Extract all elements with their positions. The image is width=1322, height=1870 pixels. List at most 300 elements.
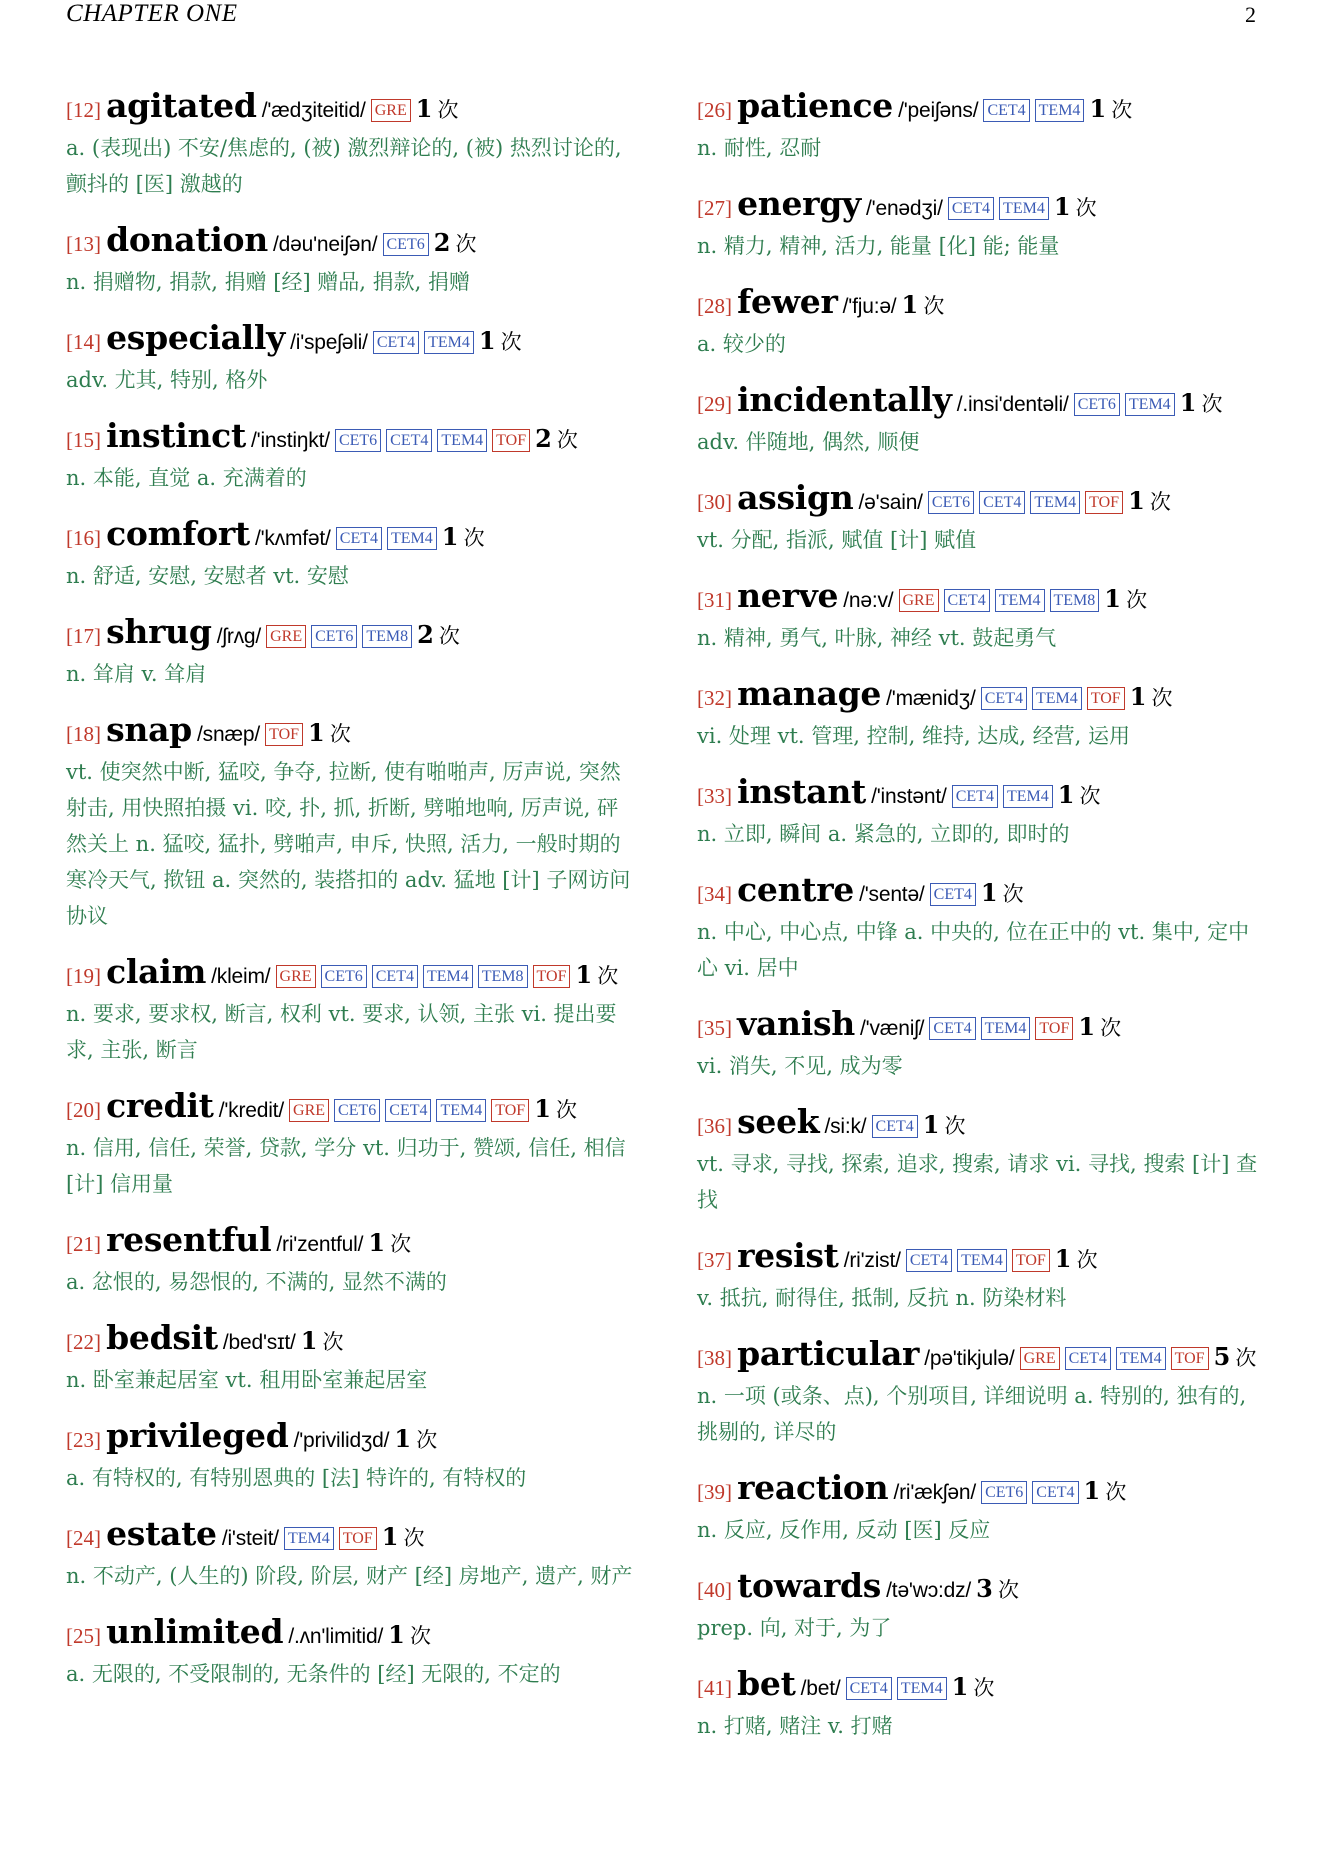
headword-line [66,610,636,660]
headword: energy [737,184,861,223]
exam-tag: CET4 [872,1115,918,1138]
occurrence-count: 2 [417,620,434,649]
exam-tag: TEM4 [1030,491,1080,514]
occurrence-unit: 次 [322,1330,344,1354]
entry-index: [24] [66,1526,101,1550]
definition: n. 打赌, 赌注 v. 打赌 [697,1714,893,1738]
occurrence-count: 5 [1213,1342,1231,1371]
dictionary-entry [66,1610,636,1692]
entry-index: [39] [697,1480,732,1504]
definition: a. (表现出) 不安/焦虑的, (被) 激烈辩论的, (被) 热烈讨论的, 颤抖的 [医] 激越的 [66,136,622,196]
exam-tag: TEM4 [1116,1347,1166,1370]
definition: adv. 尤其, 特别, 格外 [66,368,268,392]
definition: v. 抵抗, 耐得住, 抵制, 反抗 n. 防染材料 [697,1286,1067,1310]
definition: a. 无限的, 不受限制的, 无条件的 [经] 无限的, 不定的 [66,1662,561,1686]
pronunciation: /'instiŋkt/ [251,429,330,452]
occurrence-count: 1 [388,1620,405,1649]
headword-line [66,1512,636,1562]
exam-tag: GRE [371,99,411,122]
headword: claim [106,952,207,991]
definition: n. 耸肩 v. 耸肩 [66,662,207,686]
headword-line [697,770,1269,820]
entry-index: [38] [697,1346,732,1370]
dictionary-entry [66,708,636,934]
definition: vt. 寻求, 寻找, 探索, 追求, 搜索, 请求 vi. 寻找, 搜索 [计] 查找 [697,1152,1258,1212]
pronunciation: /.insi'dentəli/ [956,393,1069,416]
headword-line [66,950,636,1000]
headword: seek [737,1102,820,1141]
headword: bedsit [106,1318,218,1357]
headword-line [697,672,1269,722]
exam-tag: CET6 [383,233,429,256]
headword-line [697,868,1269,918]
occurrence-count: 1 [1057,780,1075,809]
exam-tag: TEM8 [478,965,528,988]
occurrence-count: 1 [1083,1476,1101,1505]
exam-tag: TEM4 [981,1017,1031,1040]
exam-tag: TEM8 [1050,589,1100,612]
exam-tag: CET4 [846,1677,892,1700]
pronunciation: /ʃrʌg/ [216,625,262,648]
occurrence-count: 1 [441,522,459,551]
headword: unlimited [106,1612,284,1651]
definition: n. 一项 (或条、点), 个别项目, 详细说明 a. 特别的, 独有的, 挑剔的, 详尽的 [697,1384,1247,1444]
chapter-title: CHAPTER ONE [66,0,238,27]
entry-index: [29] [697,392,732,416]
occurrence-unit: 次 [973,1676,995,1700]
occurrence-unit: 次 [556,1098,577,1122]
occurrence-unit: 次 [1079,784,1101,808]
exam-tag: CET6 [311,625,357,648]
exam-tag: TOF [265,723,303,746]
entry-index: [34] [697,882,732,906]
definition: n. 反应, 反作用, 反动 [医] 反应 [697,1518,991,1542]
dictionary-entry [697,770,1269,852]
exam-tag: CET6 [334,1099,380,1122]
headword-line [66,1316,636,1366]
headword: manage [737,674,882,713]
page-header [66,0,1256,30]
definition: n. 信用, 信任, 荣誉, 贷款, 学分 vt. 归功于, 赞颂, 信任, 相信 [计] 信用量 [66,1136,626,1196]
definition: a. 较少的 [697,332,786,356]
headword-line [697,1234,1269,1284]
exam-tag: TEM4 [957,1249,1007,1272]
headword: reaction [737,1468,889,1507]
headword: agitated [106,86,257,125]
exam-tag: TEM4 [1003,785,1053,808]
entry-index: [20] [66,1098,101,1122]
entry-index: [26] [697,98,732,122]
headword: patience [737,86,894,125]
definition: n. 捐赠物, 捐款, 捐赠 [经] 赠品, 捐款, 捐赠 [66,270,471,294]
exam-tag: TOF [491,1099,529,1122]
entry-index: [17] [66,624,101,648]
entry-index: [28] [697,294,732,318]
exam-tag: TEM4 [437,429,487,452]
occurrence-count: 1 [534,1094,551,1123]
definition: n. 舒适, 安慰, 安慰者 vt. 安慰 [66,564,349,588]
dictionary-entry [697,182,1269,264]
occurrence-count: 1 [300,1326,318,1355]
headword: nerve [737,576,839,615]
exam-tag: GRE [276,965,316,988]
occurrence-count: 1 [901,290,919,319]
entry-index: [30] [697,490,732,514]
exam-tag: CET4 [373,331,419,354]
occurrence-count: 1 [1089,94,1107,123]
pronunciation: /'væniʃ/ [860,1017,925,1040]
headword: incidentally [737,380,952,419]
pronunciation: /kleim/ [211,965,271,988]
occurrence-count: 1 [1053,192,1071,221]
headword-line [66,84,636,134]
headword-line [66,708,636,758]
exam-tag: TEM4 [284,1527,334,1550]
headword-line [697,182,1269,232]
headword: estate [106,1514,217,1553]
pronunciation: /bed'sɪt/ [222,1331,296,1354]
pronunciation: /i'steit/ [221,1527,279,1550]
entry-index: [36] [697,1114,732,1138]
occurrence-unit: 次 [500,330,522,354]
headword-line [66,414,636,464]
dictionary-entry [697,574,1269,656]
pronunciation: /bet/ [800,1677,841,1700]
pronunciation: /dəu'neiʃən/ [273,233,378,256]
entry-index: [15] [66,428,101,452]
headword: vanish [737,1004,855,1043]
definition: n. 精力, 精神, 活力, 能量 [化] 能; 能量 [697,234,1060,258]
dictionary-entry [66,1512,636,1594]
occurrence-count: 2 [433,228,451,257]
headword: assign [737,478,854,517]
dictionary-entry [66,218,636,300]
right-column [697,68,1269,1744]
occurrence-unit: 次 [1100,1016,1122,1040]
headword: comfort [106,514,250,553]
pronunciation: /'fju:ə/ [842,295,897,318]
exam-tag: CET4 [906,1249,952,1272]
definition: a. 忿恨的, 易怨恨的, 不满的, 显然不满的 [66,1270,447,1294]
exam-tag: CET6 [335,429,381,452]
occurrence-unit: 次 [1111,98,1133,122]
occurrence-count: 1 [1128,486,1145,515]
entry-index: [40] [697,1578,732,1602]
definition: n. 要求, 要求权, 断言, 权利 vt. 要求, 认领, 主张 vi. 提出要求, 主张, 断言 [66,1002,617,1062]
entry-index: [21] [66,1232,101,1256]
occurrence-unit: 次 [1235,1346,1257,1370]
entry-index: [35] [697,1016,732,1040]
exam-tag: TEM4 [995,589,1045,612]
exam-tag: TOF [492,429,530,452]
pronunciation: /ə'sain/ [858,491,923,514]
definition: n. 耐性, 忍耐 [697,136,822,160]
exam-tag: CET6 [981,1481,1027,1504]
occurrence-count: 1 [980,878,998,907]
exam-tag: CET4 [979,491,1025,514]
headword: instant [737,772,866,811]
headword-line [66,1610,636,1660]
occurrence-unit: 次 [1105,1480,1127,1504]
headword: snap [106,710,192,749]
pronunciation: /nə:v/ [843,589,894,612]
exam-tag: TEM8 [362,625,412,648]
dictionary-entry [66,1084,636,1202]
occurrence-count: 1 [308,718,325,747]
occurrence-unit: 次 [944,1114,966,1138]
dictionary-entry [697,280,1269,362]
dictionary-entry [697,1100,1269,1218]
dictionary-entry [697,1002,1269,1084]
occurrence-count: 1 [575,960,593,989]
exam-tag: CET4 [952,785,998,808]
definition: prep. 向, 对于, 为了 [697,1616,892,1640]
occurrence-unit: 次 [1076,1248,1098,1272]
entry-index: [41] [697,1676,732,1700]
definition: vt. 使突然中断, 猛咬, 争夺, 拉断, 使有啪啪声, 厉声说, 突然射击, 用快照拍摄 vi. 咬, 扑, 抓, 折断, 劈啪地响, 厉声说, 砰然关上 n. 猛咬, 猛扑, 劈啪声, 申斥, 快照, 活力, 一般时期的寒冷天气, 揿钮 a. 突然的, 装搭扣的 adv. 猛地 [计] 子网访问协议 [66,760,631,928]
page-number: 2 [1245,2,1256,27]
pronunciation: /pə'tikjulə/ [924,1347,1015,1370]
entry-index: [13] [66,232,101,256]
exam-tag: CET4 [1065,1347,1111,1370]
dictionary-entry [66,316,636,398]
headword: centre [737,870,855,909]
entry-index: [37] [697,1248,732,1272]
definition: n. 中心, 中心点, 中锋 a. 中央的, 位在正中的 vt. 集中, 定中心 vi. 居中 [697,920,1250,980]
dictionary-entry [697,868,1269,986]
headword-line [697,1100,1269,1150]
dictionary-entry [697,672,1269,754]
definition: a. 有特权的, 有特别恩典的 [法] 特许的, 有特权的 [66,1466,527,1490]
dictionary-entry [697,1662,1269,1744]
pronunciation: /'sentə/ [859,883,925,906]
pronunciation: /ri'ækʃən/ [893,1481,976,1504]
definition: n. 卧室兼起居室 vt. 租用卧室兼起居室 [66,1368,428,1392]
entry-index: [19] [66,964,101,988]
dictionary-entry [66,512,636,594]
exam-tag: TEM4 [436,1099,486,1122]
left-column [66,68,636,1692]
occurrence-count: 1 [368,1228,386,1257]
headword: towards [737,1566,882,1605]
exam-tag: GRE [899,589,939,612]
exam-tag: CET4 [929,1017,975,1040]
headword: especially [106,318,285,357]
entry-index: [22] [66,1330,101,1354]
headword-line [66,1084,636,1134]
headword-line [697,1002,1269,1052]
occurrence-unit: 次 [1151,686,1173,710]
exam-tag: TOF [1085,491,1123,514]
exam-tag: GRE [266,625,306,648]
exam-tag: CET6 [928,491,974,514]
exam-tag: TOF [533,965,571,988]
dictionary-entry [66,84,636,202]
exam-tag: CET4 [1032,1481,1078,1504]
headword-line [697,280,1269,330]
definition: n. 精神, 勇气, 叶脉, 神经 vt. 鼓起勇气 [697,626,1057,650]
entry-index: [23] [66,1428,101,1452]
headword-line [66,316,636,366]
definition: n. 不动产, (人生的) 阶段, 阶层, 财产 [经] 房地产, 遗产, 财产 [66,1564,633,1588]
headword-line [66,1218,636,1268]
headword-line [697,1564,1269,1614]
pronunciation: /ri'zentful/ [276,1233,364,1256]
dictionary-entry [697,84,1269,166]
exam-tag: TEM4 [1125,393,1175,416]
occurrence-unit: 次 [923,294,945,318]
entry-index: [31] [697,588,732,612]
exam-tag: CET4 [983,99,1029,122]
occurrence-unit: 次 [1075,196,1097,220]
pronunciation: /'privilidʒd/ [293,1429,390,1452]
exam-tag: TEM4 [1032,687,1082,710]
headword-line [697,574,1269,624]
pronunciation: /'ædʒiteitid/ [261,99,366,122]
definition: vi. 消失, 不见, 成为零 [697,1054,903,1078]
occurrence-unit: 次 [1201,392,1223,416]
headword: particular [737,1334,920,1373]
dictionary-entry [66,610,636,692]
entry-index: [32] [697,686,732,710]
occurrence-count: 1 [1078,1012,1096,1041]
exam-tag: CET4 [944,589,990,612]
dictionary-entry [66,1414,636,1496]
exam-tag: TEM4 [897,1677,947,1700]
pronunciation: /'kʌmfət/ [254,527,331,550]
exam-tag: CET4 [336,527,382,550]
headword-line [697,1466,1269,1516]
exam-tag: CET4 [948,197,994,220]
dictionary-entry [697,1466,1269,1548]
headword: shrug [106,612,212,651]
exam-tag: CET4 [981,687,1027,710]
entry-index: [14] [66,330,101,354]
occurrence-unit: 次 [455,232,477,256]
exam-tag: CET6 [321,965,367,988]
occurrence-unit: 次 [997,1578,1019,1602]
occurrence-unit: 次 [329,722,351,746]
pronunciation: /'mænidʒ/ [886,687,976,710]
entry-index: [25] [66,1624,101,1648]
dictionary-entry [697,1564,1269,1646]
definition: n. 本能, 直觉 a. 充满着的 [66,466,307,490]
entry-index: [27] [697,196,732,220]
dictionary-entry [697,1234,1269,1316]
occurrence-unit: 次 [597,964,619,988]
occurrence-unit: 次 [1126,588,1148,612]
exam-tag: CET6 [1074,393,1120,416]
exam-tag: TEM4 [1035,99,1085,122]
occurrence-count: 1 [922,1110,940,1139]
headword-line [697,1332,1269,1382]
occurrence-unit: 次 [438,624,460,648]
headword-line [66,218,636,268]
occurrence-unit: 次 [556,428,578,452]
exam-tag: CET4 [372,965,418,988]
headword-line [697,378,1269,428]
pronunciation: /'enədʒi/ [866,197,943,220]
entry-index: [33] [697,784,732,808]
headword: donation [106,220,268,259]
occurrence-unit: 次 [1002,882,1024,906]
headword: resentful [106,1220,272,1259]
dictionary-entry [66,1218,636,1300]
headword-line [697,476,1269,526]
dictionary-entry [66,414,636,496]
pronunciation: /'kredit/ [218,1099,284,1122]
pronunciation: /snæp/ [197,723,261,746]
occurrence-unit: 次 [416,1428,438,1452]
exam-tag: CET4 [385,1099,431,1122]
occurrence-unit: 次 [409,1624,431,1648]
occurrence-count: 2 [535,424,552,453]
dictionary-entry [697,476,1269,558]
dictionary-entry [66,950,636,1068]
definition: vt. 分配, 指派, 赋值 [计] 赋值 [697,528,977,552]
headword: instinct [106,416,246,455]
exam-tag: TEM4 [387,527,437,550]
entry-index: [16] [66,526,101,550]
occurrence-count: 1 [1129,682,1147,711]
occurrence-unit: 次 [437,98,459,122]
occurrence-unit: 次 [403,1526,425,1550]
dictionary-entry [697,378,1269,460]
definition: adv. 伴随地, 偶然, 顺便 [697,430,920,454]
occurrence-unit: 次 [390,1232,412,1256]
occurrence-count: 3 [976,1574,993,1603]
pronunciation: /'peiʃəns/ [898,99,979,122]
pronunciation: /.ʌn'limitid/ [288,1625,384,1648]
exam-tag: TOF [1087,687,1125,710]
exam-tag: TOF [339,1527,377,1550]
occurrence-count: 1 [951,1672,969,1701]
headword-line [697,84,1269,134]
pronunciation: /ri'zist/ [843,1249,901,1272]
entry-index: [18] [66,722,101,746]
pronunciation: /i'speʃəli/ [290,331,368,354]
exam-tag: TEM4 [423,965,473,988]
exam-tag: TOF [1012,1249,1050,1272]
exam-tag: TOF [1171,1347,1209,1370]
definition: n. 立即, 瞬间 a. 紧急的, 立即的, 即时的 [697,822,1070,846]
occurrence-count: 1 [1104,584,1121,613]
pronunciation: /si:k/ [824,1115,867,1138]
dictionary-entry [697,1332,1269,1450]
occurrence-count: 1 [1179,388,1197,417]
exam-tag: CET4 [930,883,976,906]
occurrence-unit: 次 [1149,490,1171,514]
exam-tag: TOF [1035,1017,1073,1040]
exam-tag: GRE [289,1099,329,1122]
occurrence-count: 1 [415,94,433,123]
occurrence-count: 1 [394,1424,412,1453]
headword: privileged [106,1416,289,1455]
exam-tag: TEM4 [424,331,474,354]
headword-line [697,1662,1269,1712]
headword: credit [106,1086,214,1125]
headword: fewer [737,282,838,321]
exam-tag: CET4 [386,429,432,452]
dictionary-entry [66,1316,636,1398]
headword: bet [737,1664,796,1703]
occurrence-count: 1 [381,1522,399,1551]
occurrence-count: 1 [1054,1244,1072,1273]
pronunciation: /tə'wɔ:dz/ [886,1579,972,1602]
exam-tag: GRE [1020,1347,1060,1370]
pronunciation: /'instənt/ [871,785,947,808]
definition: vi. 处理 vt. 管理, 控制, 维持, 达成, 经营, 运用 [697,724,1131,748]
